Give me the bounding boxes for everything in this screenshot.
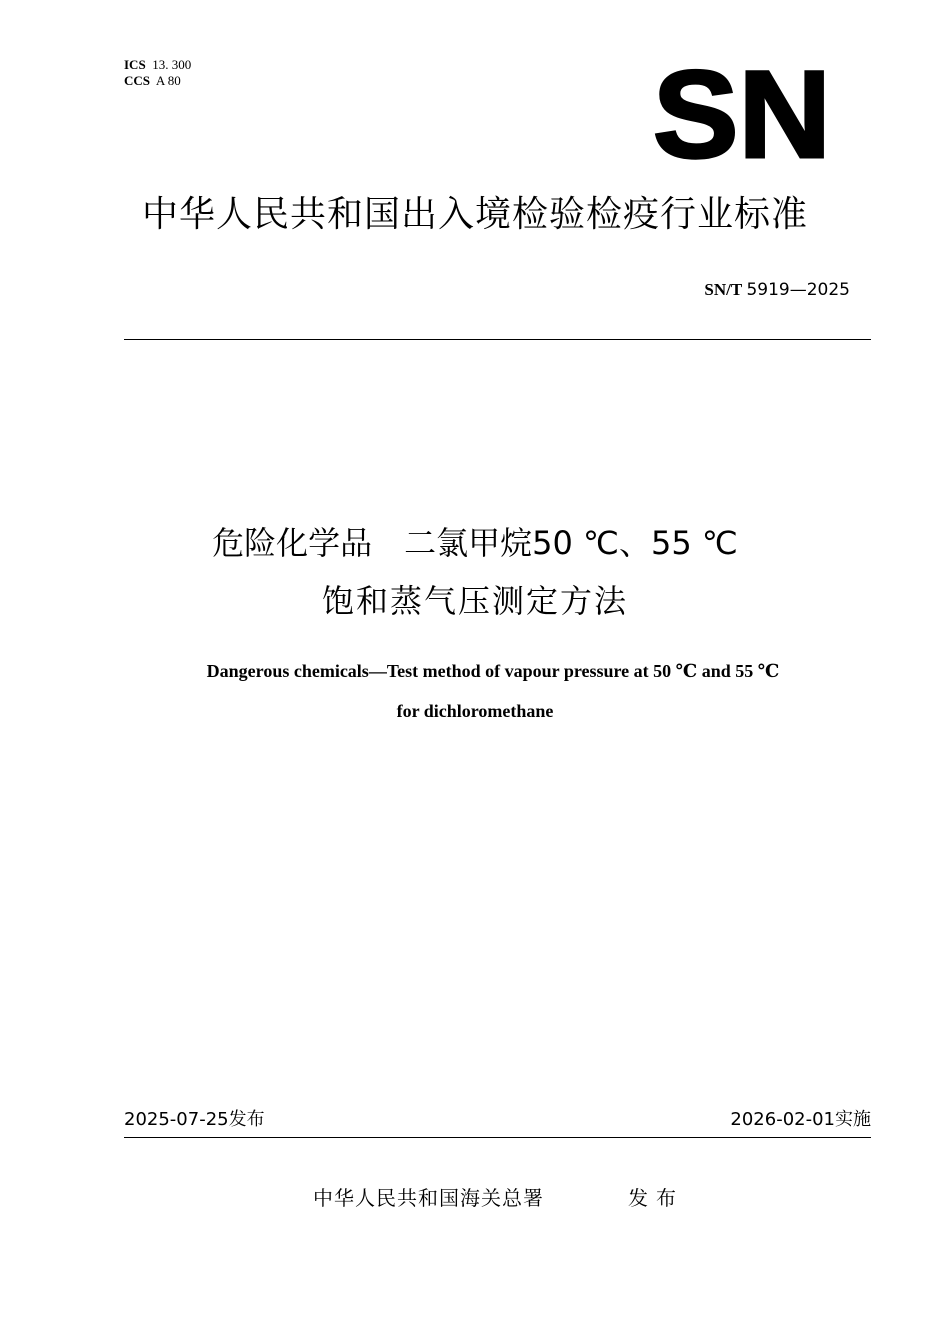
organization-title: 中华人民共和国出入境检验检疫行业标准 (141, 194, 808, 235)
ccs-label: CCS (124, 73, 151, 88)
implementation-date: 2026-02-01实施 (730, 1109, 871, 1130)
ics-code (124, 57, 191, 72)
sn-logo (652, 68, 832, 160)
standard-number-value: 5919—2025 (746, 280, 850, 300)
sn-logo-text: SN (653, 68, 831, 160)
header-divider (124, 339, 871, 340)
english-title-line-2: for dichloromethane (396, 701, 554, 721)
chinese-title-line-2: 饱和蒸气压测定方法 (321, 582, 628, 620)
ics-label: ICS (124, 57, 146, 72)
ccs-value: A 80 (155, 73, 181, 88)
standard-prefix: SN/T (704, 280, 743, 299)
chinese-title-line-1: 危险化学品 二氯甲烷50 ℃、55 ℃ (212, 524, 738, 562)
ics-value: 13. 300 (152, 57, 192, 72)
english-title-line-1: Dangerous chemicals—Test method of vapour pressure at 50 ℃ and 55 ℃ (206, 661, 780, 681)
issue-label: 发布 (628, 1186, 684, 1210)
ccs-code (124, 73, 181, 88)
standard-number (704, 279, 850, 301)
issuing-authority: 中华人民共和国海关总署 (313, 1186, 544, 1210)
footer-divider (124, 1137, 871, 1138)
issue-date: 2025-07-25发布 (124, 1109, 265, 1130)
